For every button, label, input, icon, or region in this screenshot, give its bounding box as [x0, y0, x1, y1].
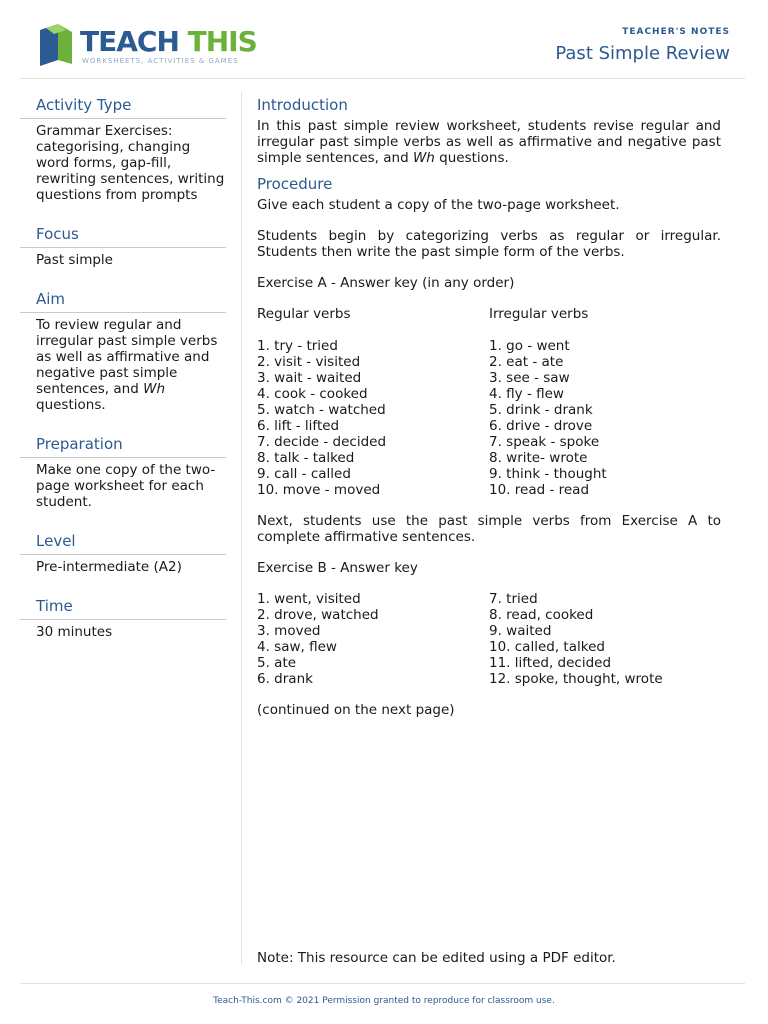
introduction-end: questions. [434, 150, 509, 166]
preparation-heading: Preparation [20, 431, 226, 458]
list-item: 7. speak - spoke [489, 434, 600, 450]
list-item: 1. went, visited [257, 591, 361, 607]
regular-verbs-column [257, 306, 489, 498]
exercise-b-left-column [257, 591, 489, 687]
list-item: 6. lift - lifted [257, 418, 340, 434]
list-item: 8. read, cooked [489, 607, 594, 623]
teachers-notes-label: TEACHER'S NOTES [622, 27, 730, 37]
list-item: 10. move - moved [257, 482, 381, 498]
introduction-heading: Introduction [257, 96, 348, 114]
list-item: 5. drink - drank [489, 402, 593, 418]
sidebar [20, 92, 226, 658]
teach-this-logo[interactable] [36, 22, 257, 72]
level-body: Pre-intermediate (A2) [36, 559, 182, 575]
main-content [257, 92, 721, 733]
list-item: 1. go - went [489, 338, 570, 354]
exercise-b-answers [257, 591, 721, 687]
irregular-verbs-heading: Irregular verbs [489, 306, 589, 322]
time-heading: Time [20, 593, 226, 620]
level-heading: Level [20, 528, 226, 555]
list-item: 10. called, talked [489, 639, 605, 655]
list-item: 5. watch - watched [257, 402, 386, 418]
aim-wh: Wh [143, 381, 165, 397]
list-item: 2. visit - visited [257, 354, 361, 370]
book-icon [36, 22, 76, 66]
focus-heading: Focus [20, 221, 226, 248]
header-divider [20, 78, 745, 79]
preparation-body: Make one copy of the two-page worksheet for each student. [36, 462, 216, 510]
list-item: 9. call - called [257, 466, 351, 482]
aim-body [20, 313, 226, 413]
list-item: 7. decide - decided [257, 434, 387, 450]
regular-verbs-list [257, 338, 489, 498]
time-body: 30 minutes [36, 624, 113, 640]
exercise-a-answers [257, 306, 721, 498]
list-item: 6. drank [257, 671, 313, 687]
procedure-paragraph-2: Students begin by categorizing verbs as regular or irregular. Students then write the past simple form of the verbs. [257, 228, 721, 260]
introduction-wh: Wh [412, 150, 435, 166]
introduction-body: In this past simple review worksheet, students revise regular and irregular past simple verbs as well as affirmative and negative past simple sentences, and [257, 118, 721, 166]
focus-body: Past simple [36, 252, 113, 268]
focus-section [20, 221, 226, 268]
list-item: 3. wait - waited [257, 370, 362, 386]
aim-heading: Aim [20, 286, 226, 313]
list-item: 10. read - read [489, 482, 590, 498]
procedure-heading: Procedure [257, 175, 333, 193]
procedure-paragraph-3: Next, students use the past simple verbs from Exercise A to complete affirmative sentences. [257, 513, 721, 545]
list-item: 9. waited [489, 623, 552, 639]
page-header [0, 0, 768, 80]
logo-main: TEACH [80, 25, 179, 58]
list-item: 4. saw, flew [257, 639, 337, 655]
irregular-verbs-list [489, 338, 721, 498]
regular-verbs-heading: Regular verbs [257, 306, 351, 322]
exercise-b-title: Exercise B - Answer key [257, 560, 418, 576]
logo-accent: THIS [187, 25, 257, 58]
procedure-paragraph-1: Give each student a copy of the two-page worksheet. [257, 197, 620, 213]
list-item: 12. spoke, thought, wrote [489, 671, 663, 687]
list-item: 1. try - tried [257, 338, 338, 354]
list-item: 6. drive - drove [489, 418, 593, 434]
list-item: 8. talk - talked [257, 450, 355, 466]
list-item: 2. eat - ate [489, 354, 564, 370]
list-item: 7. tried [489, 591, 538, 607]
exercise-b-right-column [489, 591, 721, 687]
page-title: Past Simple Review [555, 43, 730, 64]
list-item: 5. ate [257, 655, 297, 671]
activity-type-body: Grammar Exercises: categorising, changing word forms, gap-fill, rewriting sentences, writing questions from prompts [36, 123, 225, 203]
activity-type-heading: Activity Type [20, 92, 226, 119]
list-item: 3. see - saw [489, 370, 570, 386]
footer-copyright: Teach-This.com © 2021 Permission granted to reproduce for classroom use. [213, 996, 555, 1006]
level-section [20, 528, 226, 575]
list-item: 3. moved [257, 623, 321, 639]
list-item: 2. drove, watched [257, 607, 379, 623]
column-divider [241, 92, 242, 964]
aim-text: To review regular and irregular past simple verbs as well as affirmative and negative past simple sentences, and [36, 317, 218, 397]
list-item: 9. think - thought [489, 466, 607, 482]
footer-divider [20, 983, 745, 984]
aim-section [20, 286, 226, 413]
pdf-editor-note: Note: This resource can be edited using a PDF editor. [257, 950, 616, 966]
irregular-verbs-column [489, 306, 721, 498]
time-section [20, 593, 226, 640]
preparation-section [20, 431, 226, 510]
activity-type-section [20, 92, 226, 203]
header-titles [555, 27, 730, 64]
list-item: 11. lifted, decided [489, 655, 612, 671]
introduction-text [257, 118, 721, 166]
list-item: 8. write- wrote [489, 450, 588, 466]
list-item: 4. fly - flew [489, 386, 564, 402]
aim-text-end: questions. [36, 397, 106, 413]
logo-tagline: WORKSHEETS, ACTIVITIES & GAMES [82, 57, 239, 65]
exercise-a-title: Exercise A - Answer key (in any order) [257, 275, 515, 291]
continued-note: (continued on the next page) [257, 702, 455, 718]
logo-wordmark [80, 22, 257, 62]
list-item: 4. cook - cooked [257, 386, 368, 402]
